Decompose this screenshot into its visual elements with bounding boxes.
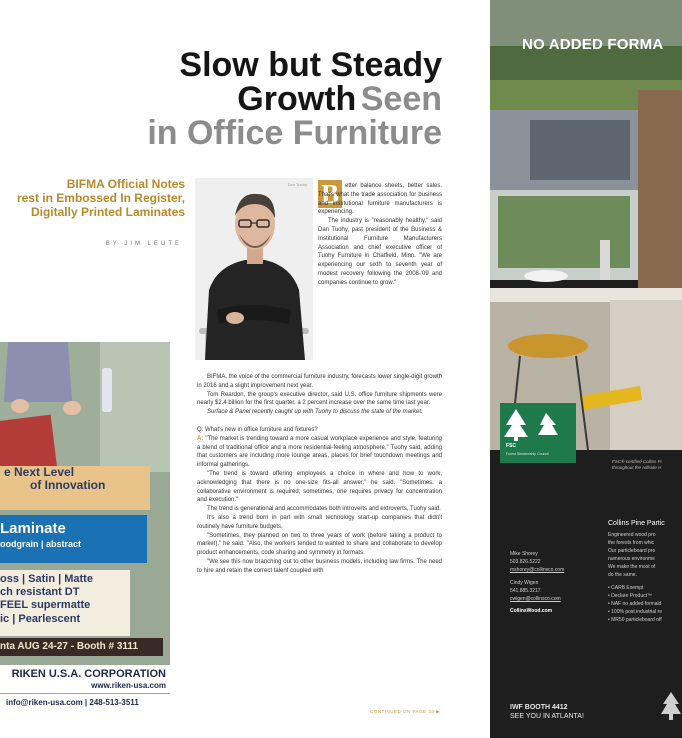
bullet-item: • Declare Product™ xyxy=(608,593,652,599)
article-byline: BY JIM LEUTE xyxy=(105,241,182,247)
interview-question: Q: What's new in office furniture and fixtures? xyxy=(197,426,318,433)
article-subhead: BIFMA Official Notes rest in Embossed In Register, Digitally Printed Laminates xyxy=(16,177,185,219)
ad-panel-laminate: Laminate oodgrain | abstract xyxy=(0,515,147,563)
fsc-certification-badge xyxy=(500,403,576,463)
body-paragraph-4: "The trend is toward offering employees a choice in where and how to work, acknowledging that there is no one-size fits-all answer," he said. "Sometimes, a collaborative environment is required; sometimes, one requires privacy for concentration and execution." xyxy=(197,470,442,504)
portrait-photo xyxy=(195,178,313,360)
body-paragraph-1: BIFMA, the voice of the commercial furniture industry, forecasts lower single-digit growth in 2016 and a slight improvement next year. xyxy=(197,374,442,389)
contact-1-name: Mike Shorey xyxy=(510,551,538,557)
bullet-item: • CARB Exempt xyxy=(608,585,644,591)
headline-line-1: Slow but Steady xyxy=(179,46,442,84)
body-paragraph-2: Tom Reardon, the group's executive director, said U.S. office furniture shipments were nearly $2.4 billion for the first quarter, a 2 percent increase over the same time last year. xyxy=(197,391,442,407)
collins-advertisement xyxy=(490,0,682,738)
riken-advertisement xyxy=(0,342,170,738)
ad-company-name: RIKEN U.S.A. CORPORATION xyxy=(11,668,166,680)
fsc-label: FSC xyxy=(506,443,516,449)
article-headline xyxy=(147,48,442,150)
body-paragraph-5: The trend is generational and accommodates both introverts and extroverts, Tuohy said. xyxy=(207,506,441,513)
drop-cap: B xyxy=(318,180,342,208)
portrait-illustration xyxy=(195,178,313,360)
collins-description: Collins Pine Partic Engineered wood pro the forests from whic Our particleboard pro numerous environme We make the most of do the same. • CARB Exempt • Declare Product™ • NAF no added formald • 100% post industrial re • MR50 particleboard off xyxy=(608,520,682,624)
body-paragraph-8: "We see this now branching out to other business models, including law firms. The need to hire and retain the correct talent coupled with xyxy=(197,558,442,574)
ad-panel-innovation: e Next Level of Innovation xyxy=(0,466,150,510)
bullet-item: • NAF no added formald xyxy=(608,601,662,607)
intro-paragraph-2: The industry is "reasonably healthy," said Dan Tuohy, past president of the Business & Institutional Furniture Manufacturers Association and chief executive officer of Tuohy Furniture in Chatfield, Minn. "We are experiencing our sixth to seventh year of modest recovery following the 2008-'09 and companies continue to grow." xyxy=(318,218,442,286)
continued-on-page[interactable]: CONTINUED ON PAGE 34 ▶ xyxy=(370,709,441,714)
body-paragraph-3: Surface & Panel recently caught up with Tuohy to discuss the state of the market. xyxy=(207,409,423,416)
ad-banner-headline: NO ADDED FORMA xyxy=(522,36,664,53)
ad-photo-caption: FSC®-certified Collins Pi throughout the Hillside H xyxy=(612,459,662,470)
ad-company-block xyxy=(0,665,170,693)
contact-1-phone: 503.826.5222 xyxy=(510,559,541,565)
intro-paragraph-1: etter balance sheets, better sales. That's what the trade association for business and institutional furniture manufacturers is experiencing. xyxy=(318,183,442,216)
contact-1-email[interactable]: mshorey@collinsco.com xyxy=(510,567,565,573)
contact-2-email[interactable]: cwigen@collinsco.com xyxy=(510,596,561,602)
ad-contact[interactable]: info@riken-usa.com | 248-513-3511 xyxy=(6,698,139,707)
ad-footer xyxy=(0,694,170,738)
ad-red-laminate xyxy=(0,415,57,474)
article-intro-column xyxy=(318,182,442,288)
booth-info xyxy=(510,703,584,721)
fsc-subtext: Forest Stewardship Council xyxy=(506,452,549,456)
article-body-column xyxy=(197,373,442,576)
ad-contacts xyxy=(510,550,564,615)
fsc-tree-icon xyxy=(500,403,576,443)
collins-tree-logo-icon xyxy=(660,692,682,722)
ad-website-link[interactable]: www.riken-usa.com xyxy=(91,681,166,690)
contact-2-phone: 541.885.3217 xyxy=(510,588,541,594)
ad-website-link[interactable]: CollinsWood.com xyxy=(510,608,553,614)
booth-tagline: SEE YOU IN ATLANTA! xyxy=(510,713,584,720)
ad-panel-finishes: oss | Satin | Matte ch resistant DT FEEL supermatte ic | Pearlescent xyxy=(0,570,130,636)
headline-line-2: Growth Seen xyxy=(237,80,442,118)
collins-title: Collins Pine Partic xyxy=(608,520,665,527)
booth-number: IWF BOOTH 4412 xyxy=(510,704,568,711)
bullet-item: • MR50 particleboard off xyxy=(608,617,662,623)
interior-scene-illustration xyxy=(490,0,682,450)
ad-hero-photo xyxy=(490,0,682,450)
headline-line-3: in Office Furniture xyxy=(147,114,442,152)
bullet-item: • 100% post industrial re xyxy=(608,609,663,615)
interview-answer: A: "The market is trending toward a more casual workplace experience and style, featuring a blend of traditional office and a more residential-feeling atmosphere," Tuohy said, adding that customers are including more lounge areas, places for brief touchdown meetings and informal gatherings. xyxy=(197,435,442,469)
ad-panel-event: nta AUG 24-27 - Booth # 3111 xyxy=(0,638,163,656)
contact-2-name: Cindy Wigen xyxy=(510,580,539,586)
body-paragraph-7: "Sometimes, they planned on two to three years of work (before taking a product to market)," he said. "Also, the workers tended to wanted to share and collaborate to develop product enhancements, code sharing and symmetry in formats. xyxy=(197,532,442,557)
body-paragraph-6: It's also a trend born in part with small technology start-up companies that didn't routinely have furniture budgets. xyxy=(197,514,442,530)
photo-caption: Dan Tuohy xyxy=(287,182,307,187)
